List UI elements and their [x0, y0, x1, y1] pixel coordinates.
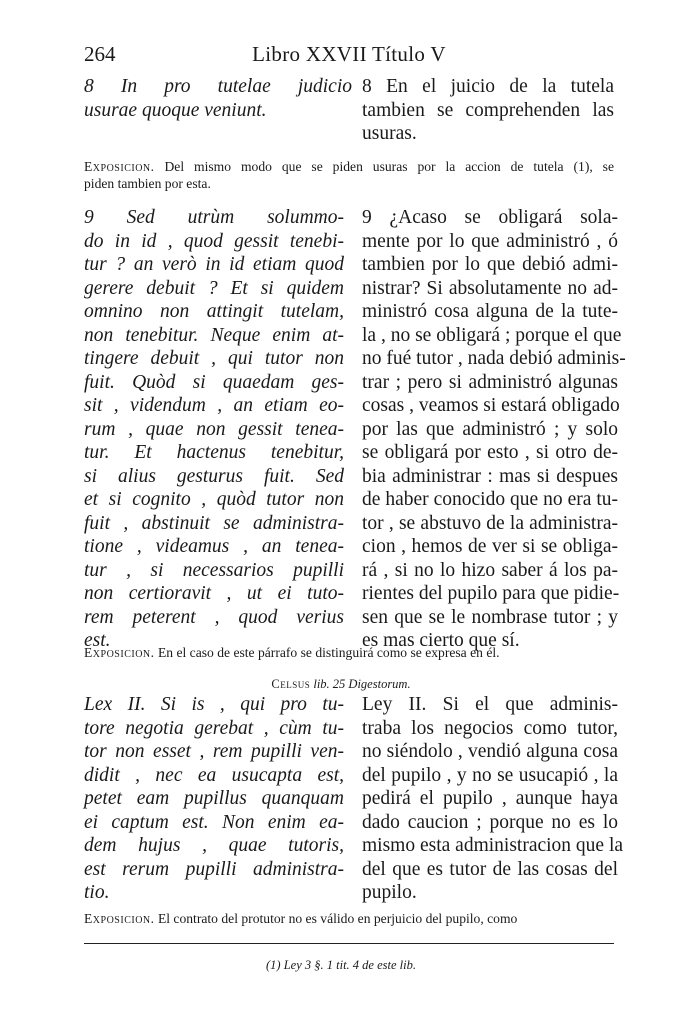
spanish-text-line: la , no se obligará ; porque el que	[362, 324, 622, 346]
footnote-rule	[84, 943, 614, 944]
latin-text-line: 9 Sed utrùm solummo-	[84, 207, 344, 228]
latin-text-line: do in id , quod gessit tenebi-	[84, 230, 344, 252]
section-8-spanish	[362, 75, 614, 146]
spanish-text-line: traba los negocios como tutor,	[362, 717, 618, 739]
latin-text-line: non certioravit , ut ei tuto-	[84, 583, 344, 604]
source-reference: lib. 25 Digestorum.	[313, 677, 411, 691]
spanish-text-line: trar ; pero si administró algunas	[362, 371, 618, 393]
spanish-text-line: del pupilo , y no se usucapió , la	[362, 764, 618, 786]
source-citation	[0, 677, 682, 692]
spanish-text-line: tor , se abstuvo de la administra-	[362, 512, 618, 534]
spanish-text-line: cosas , veamos si estará obligado	[362, 395, 620, 416]
spanish-text-line: no siéndolo , vendió alguna cosa	[362, 741, 618, 762]
exposicion-2	[84, 644, 614, 661]
latin-text-line: petet eam pupillus quanquam	[84, 788, 344, 809]
spanish-text-line: rá , si no lo hizo saber á los pa-	[362, 559, 618, 581]
latin-text-line: est rerum pupilli administra-	[84, 858, 344, 880]
spanish-text-line: sen que se le nombrase tutor ; y	[362, 606, 618, 628]
exposicion-text: En el caso de este párrafo se distinguirá como se expresa en él.	[157, 645, 500, 660]
exposicion-label: Exposicion.	[84, 911, 155, 926]
latin-text-line: didit , nec ea usucapta est,	[84, 764, 344, 786]
lex-2-latin	[84, 693, 344, 905]
running-head: Libro XXVII Título V	[252, 42, 446, 66]
spanish-text-line: es mas cierto que sí.	[362, 630, 520, 651]
spanish-text-line: por las que administró ; y solo	[362, 418, 618, 440]
page-number: 264	[84, 42, 116, 66]
spanish-text-line: del que es tutor de las cosas del	[362, 858, 618, 880]
latin-text-line: Lex II. Si is , qui pro tu-	[84, 694, 344, 715]
latin-text-line: est.	[84, 630, 111, 651]
footnote	[0, 958, 682, 973]
spanish-text-line: tambien se comprehenden las	[362, 99, 614, 121]
latin-text-line: tio.	[84, 882, 110, 903]
latin-text-line: tor non esset , rem pupilli ven-	[84, 741, 344, 762]
latin-text-line: sit , videndum , an etiam eo-	[84, 395, 344, 416]
exposicion-line	[84, 910, 614, 927]
section-8-latin	[84, 75, 352, 122]
exposicion-3	[84, 910, 614, 927]
latin-text-line: dem hujus , quae tutoris,	[84, 835, 344, 856]
exposicion-line	[84, 175, 614, 192]
exposicion-text: Del mismo modo que se piden usuras por la accion de tutela (1), se	[164, 159, 615, 174]
spanish-text-line: usuras.	[362, 123, 417, 144]
spanish-text-line: de haber conocido que no era tu-	[362, 489, 618, 510]
exposicion-label: Exposicion.	[84, 645, 155, 660]
latin-text-line: fuit , abstinuit se administra-	[84, 512, 344, 534]
latin-text-line: tur ? an verò in id etiam quod	[84, 254, 344, 275]
page-header	[84, 42, 614, 68]
spanish-text-line: ministró cosa alguna de la tute-	[362, 301, 618, 322]
latin-text-line: rum , quae non gessit tenea-	[84, 418, 344, 440]
latin-text-line: usurae quoque veniunt.	[84, 99, 267, 121]
exposicion-text: El contrato del protutor no es válido en perjuicio del pupilo, como	[157, 911, 518, 926]
spanish-text-line: nistrar? Si absolutamente no ad-	[362, 277, 618, 299]
spanish-text-line: bia administrar : mas si despues	[362, 465, 618, 487]
source-author: Celsus	[271, 677, 311, 691]
exposicion-label: Exposicion.	[84, 159, 155, 174]
exposicion-line	[84, 158, 614, 175]
spanish-text-line: mente por lo que administró , ó	[362, 230, 618, 252]
latin-text-line: gerere debuit ? Et si quidem	[84, 277, 344, 299]
spanish-text-line: 8 En el juicio de la tutela	[362, 76, 614, 97]
spanish-text-line: mismo esta administracion que la	[362, 835, 624, 856]
exposicion-line	[84, 644, 614, 661]
spanish-text-line: rientes del pupilo para que pidie-	[362, 583, 620, 604]
spanish-text-line: dado caucion ; porque no es lo	[362, 811, 618, 833]
section-9-spanish	[362, 206, 626, 653]
latin-text-line: tore negotia gerebat , cùm tu-	[84, 717, 344, 739]
lex-2-spanish	[362, 693, 624, 905]
section-9-latin	[84, 206, 344, 653]
latin-text-line: tur , si necessarios pupilli	[84, 559, 344, 581]
latin-text-line: tione , videamus , an tenea-	[84, 536, 344, 557]
exposicion-1	[84, 158, 614, 192]
latin-text-line: et si cognito , quòd tutor non	[84, 489, 344, 510]
spanish-text-line: Ley II. Si el que adminis-	[362, 694, 618, 715]
latin-text-line: tingere debuit , qui tutor non	[84, 348, 344, 369]
latin-text-line: ei captum est. Non enim ea-	[84, 811, 344, 833]
spanish-text-line: pupilo.	[362, 882, 417, 903]
latin-text-line: fuit. Quòd si quaedam ges-	[84, 371, 344, 393]
latin-text-line: non tenebitur. Neque enim at-	[84, 324, 344, 346]
spanish-text-line: se obligará por esto , si otro de-	[362, 442, 618, 463]
spanish-text-line: no fué tutor , nada debió adminis-	[362, 348, 626, 369]
exposicion-text: piden tambien por esta.	[84, 176, 211, 191]
spanish-text-line: cion , hemos de ver si se obliga-	[362, 536, 618, 557]
latin-text-line: 8 In pro tutelae judicio	[84, 76, 352, 97]
latin-text-line: rem peterent , quod verius	[84, 606, 344, 628]
spanish-text-line: tambien por lo que debió admi-	[362, 254, 618, 275]
latin-text-line: tur. Et hactenus tenebitur,	[84, 442, 344, 463]
footnote-text: (1) Ley 3 §. 1 tit. 4 de este lib.	[266, 958, 416, 972]
latin-text-line: si alius gesturus fuit. Sed	[84, 465, 344, 487]
spanish-text-line: 9 ¿Acaso se obligará sola-	[362, 207, 618, 228]
spanish-text-line: pedirá el pupilo , aunque haya	[362, 788, 618, 809]
latin-text-line: omnino non attingit tutelam,	[84, 301, 344, 322]
